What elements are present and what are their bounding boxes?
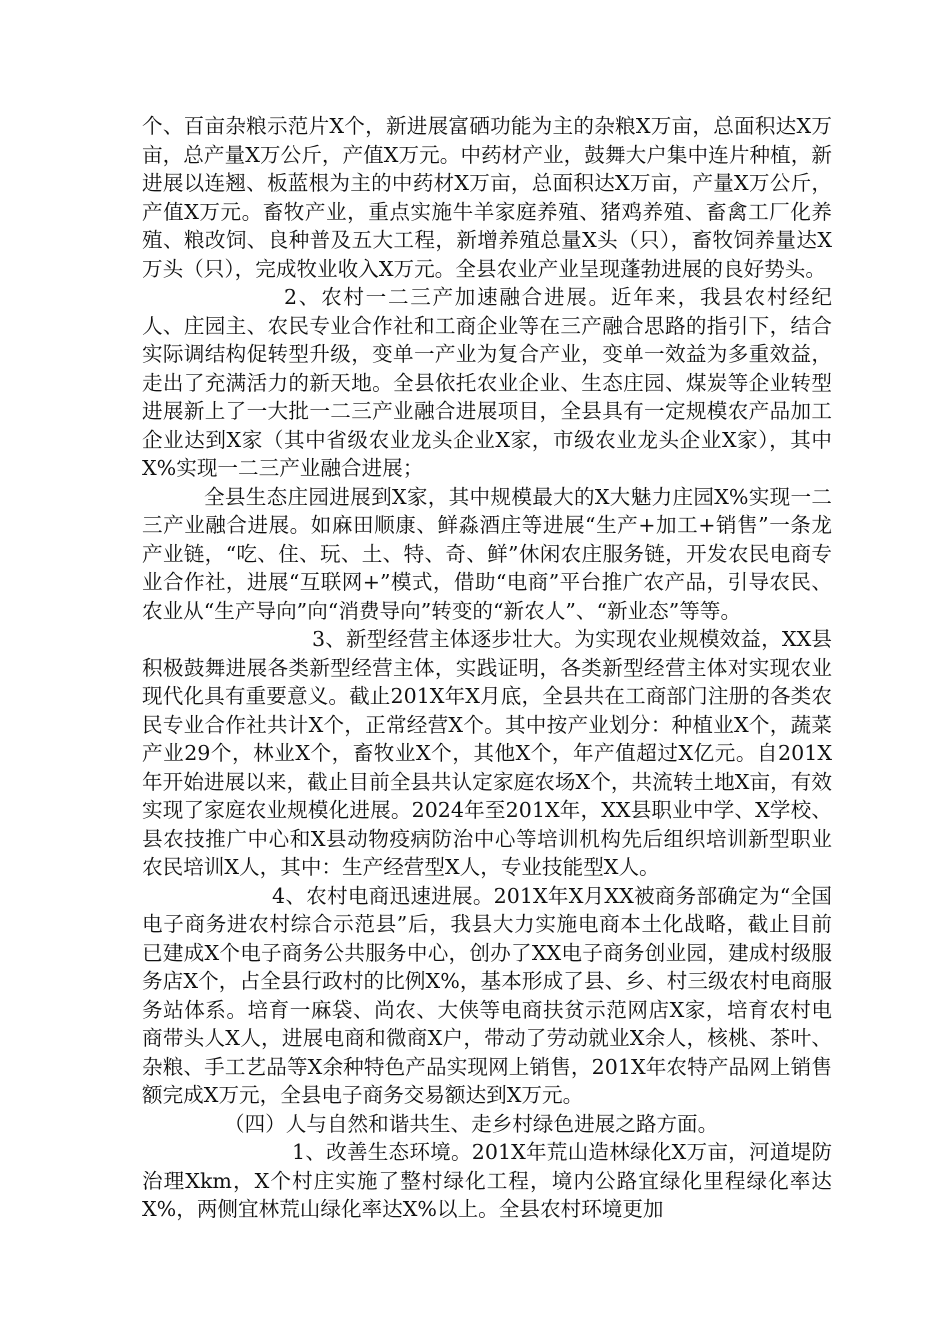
paragraph-ecological-environment: 1、改善生态环境。201X年荒山造林绿化X万亩，河道堤防治理Xkm，X个村庄实施了整村绿化工程，境内公路宜绿化里程绿化率达X%，两侧宜林荒山绿化率达X%以上。全县农村环境更加 — [142, 1140, 832, 1221]
paragraph-industry-integration: 2、农村一二三产加速融合进展。近年来，我县农村经纪人、庄园主、农民专业合作社和工商企业等在三产融合思路的指引下，结合实际调结构促转型升级，变单一产业为复合产业，变单一效益为多重效益，走出了充满活力的新天地。全县依托农业企业、生态庄园、煤炭等企业转型进展新上了一大批一二三产业融合进展项目，全县具有一定规模农产品加工企业达到X家（其中省级农业龙头企业X家，市级农业龙头企业X家），其中X%实现一二三产业融合进展； — [142, 285, 832, 480]
section-heading-green-development: （四）人与自然和谐共生、走乡村绿色进展之路方面。 — [224, 1111, 719, 1136]
document-body — [142, 112, 832, 1224]
paragraph-eco-manor: 全县生态庄园进展到X家，其中规模最大的X大魅力庄园X%实现一二三产业融合进展。如麻田顺康、鲜淼酒庄等进展“生产+加工+销售”一条龙产业链，“吃、住、玩、土、特、奇、鲜”休闲农庄服务链，开发农民电商专业合作社，进展“互联网+”模式，借助“电商”平台推广农产品，引导农民、农业从“生产导向”向“消费导向”转变的“新农人”、“新业态”等等。 — [142, 484, 832, 623]
paragraph-new-business-entities: 3、新型经营主体逐步壮大。为实现农业规模效益，XX县积极鼓舞进展各类新型经营主体，实践证明，各类新型经营主体对实现农业现代化具有重要意义。截止201X年X月底，全县共在工商部门注册的各类农民专业合作社共计X个，正常经营X个。其中按产业划分：种植业X个，蔬菜产业29个，林业X个，畜牧业X个，其他X个，年产值超过X亿元。自201X年开始进展以来，截止目前全县共认定家庭农场X个，共流转土地X亩，有效实现了家庭农业规模化进展。2024年至201X年，XX县职业中学、X学校、县农技推广中心和X县动物疫病防治中心等培训机构先后组织培训新型职业农民培训X人，其中：生产经营型X人，专业技能型X人。 — [142, 627, 832, 879]
paragraph-crops-livestock: 个、百亩杂粮示范片X个，新进展富硒功能为主的杂粮X万亩，总面积达X万亩，总产量X万公斤，产值X万元。中药材产业，鼓舞大户集中连片种植，新进展以连翘、板蓝根为主的中药材X万亩，总面积达X万亩，产量X万公斤，产值X万元。畜牧产业，重点实施牛羊家庭养殖、猪鸡养殖、畜禽工厂化养殖、粮改饲、良种普及五大工程，新增养殖总量X头（只），畜牧饲养量达X万头（只），完成牧业收入X万元。全县农业产业呈现蓬勃进展的良好势头。 — [142, 114, 832, 281]
paragraph-rural-ecommerce: 4、农村电商迅速进展。201X年X月XX被商务部确定为“全国电子商务进农村综合示范县”后，我县大力实施电商本土化战略，截止目前已建成X个电子商务公共服务中心，创办了XX电子商务创业园，建成村级服务店X个，占全县行政村的比例X%，基本形成了县、乡、村三级农村电商服务站体系。培育一麻袋、尚农、大侠等电商扶贫示范网店X家，培育农村电商带头人X人，进展电商和微商X户，带动了劳动就业X余人，核桃、茶叶、杂粮、手工艺品等X余种特色产品实现网上销售，201X年农特产品网上销售额完成X万元，全县电子商务交易额达到X万元。 — [142, 883, 832, 1107]
